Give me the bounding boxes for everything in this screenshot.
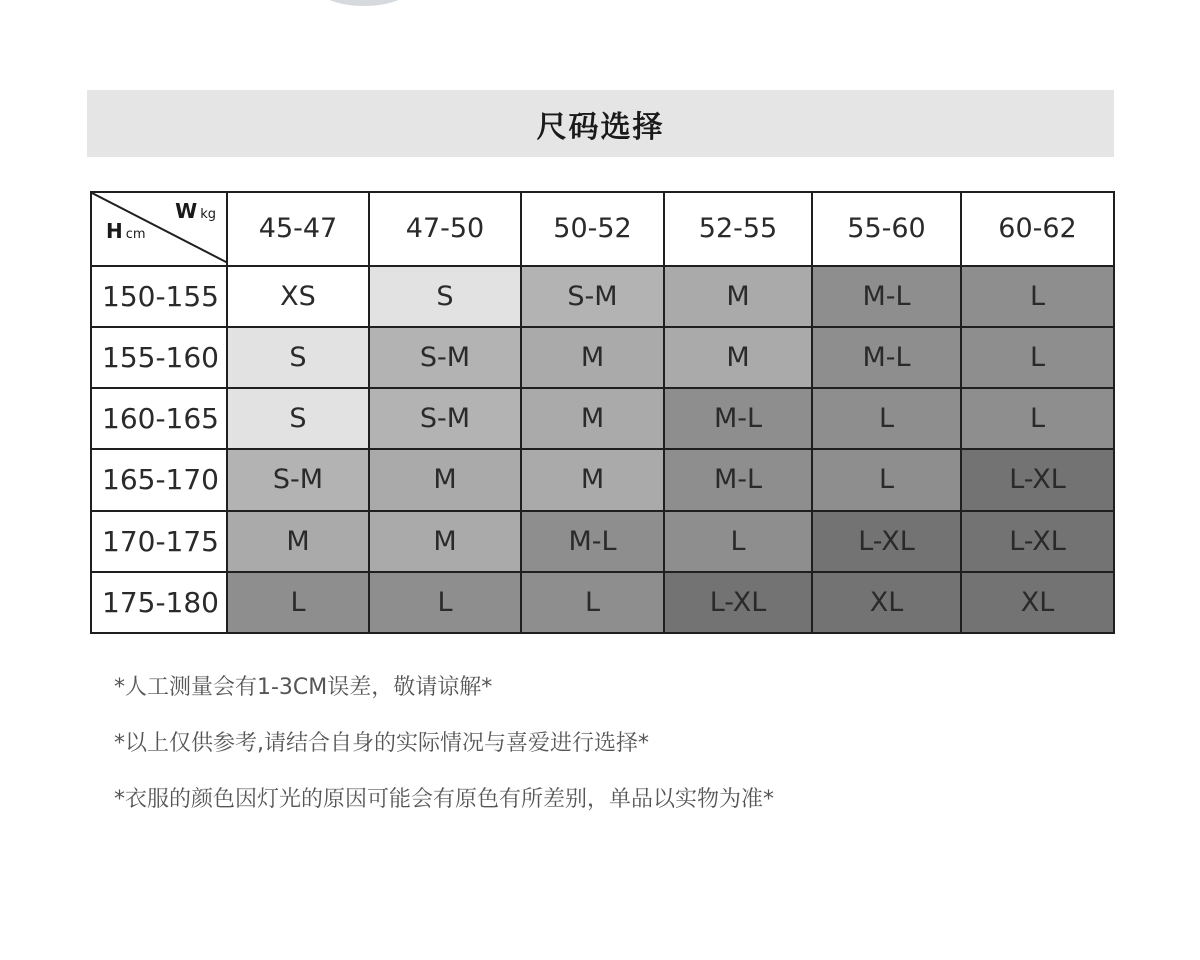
size-cell: S	[227, 327, 369, 388]
size-cell: M	[521, 327, 664, 388]
table-row	[91, 572, 1114, 633]
weight-column-header: 55-60	[812, 192, 961, 266]
weight-column-header: 60-62	[961, 192, 1114, 266]
size-cell: M	[369, 449, 521, 510]
weight-column-header: 45-47	[227, 192, 369, 266]
size-cell: S-M	[521, 266, 664, 327]
size-cell: L	[369, 572, 521, 633]
weight-label: W	[175, 199, 198, 223]
size-cell: L	[812, 449, 961, 510]
product-image-edge	[318, 0, 410, 6]
title-banner	[87, 90, 1114, 157]
height-row-header: 150-155	[91, 266, 227, 327]
height-row-header: 160-165	[91, 388, 227, 449]
size-cell: L-XL	[961, 449, 1114, 510]
size-cell: M-L	[812, 327, 961, 388]
size-cell: L-XL	[812, 511, 961, 572]
height-row-header: 165-170	[91, 449, 227, 510]
height-unit: cm	[125, 226, 146, 242]
size-cell: L	[521, 572, 664, 633]
height-row-header: 170-175	[91, 511, 227, 572]
size-cell: L	[961, 266, 1114, 327]
size-cell: L-XL	[664, 572, 812, 633]
height-row-header: 175-180	[91, 572, 227, 633]
table-row	[91, 449, 1114, 510]
size-cell: M	[369, 511, 521, 572]
size-cell: S	[227, 388, 369, 449]
size-cell: S	[369, 266, 521, 327]
size-chart-table	[90, 191, 1115, 634]
table-row	[91, 511, 1114, 572]
table-row	[91, 388, 1114, 449]
notes-section	[114, 673, 1014, 841]
size-cell: L	[812, 388, 961, 449]
note-color-difference: *衣服的颜色因灯光的原因可能会有原色有所差别，单品以实物为准*	[114, 787, 775, 812]
size-cell: M	[664, 266, 812, 327]
corner-header-cell	[91, 192, 227, 266]
table-row	[91, 327, 1114, 388]
size-cell: XL	[812, 572, 961, 633]
page-title: 尺码选择	[536, 109, 665, 145]
size-cell: L	[961, 388, 1114, 449]
table-row	[91, 266, 1114, 327]
size-cell: S-M	[369, 327, 521, 388]
size-cell: M-L	[664, 449, 812, 510]
weight-column-header: 50-52	[521, 192, 664, 266]
size-cell: L-XL	[961, 511, 1114, 572]
header-row	[91, 192, 1114, 266]
height-row-header: 155-160	[91, 327, 227, 388]
size-cell: L	[664, 511, 812, 572]
size-cell: M-L	[812, 266, 961, 327]
size-cell: S-M	[369, 388, 521, 449]
size-cell: L	[961, 327, 1114, 388]
weight-column-header: 47-50	[369, 192, 521, 266]
size-cell: M	[664, 327, 812, 388]
size-cell: M-L	[664, 388, 812, 449]
height-label: H	[106, 218, 123, 243]
size-cell: S-M	[227, 449, 369, 510]
size-cell: XL	[961, 572, 1114, 633]
size-cell: L	[227, 572, 369, 633]
weight-axis-label	[175, 199, 216, 223]
size-cell: XS	[227, 266, 369, 327]
size-cell: M	[521, 388, 664, 449]
size-cell: M	[521, 449, 664, 510]
size-cell: M-L	[521, 511, 664, 572]
weight-column-header: 52-55	[664, 192, 812, 266]
size-cell: M	[227, 511, 369, 572]
note-reference-only: *以上仅供参考,请结合自身的实际情况与喜爱进行选择*	[114, 731, 649, 756]
weight-unit: kg	[200, 207, 216, 222]
note-measurement-error: *人工测量会有1-3CM误差，敬请谅解*	[114, 675, 493, 700]
height-axis-label	[106, 219, 146, 243]
